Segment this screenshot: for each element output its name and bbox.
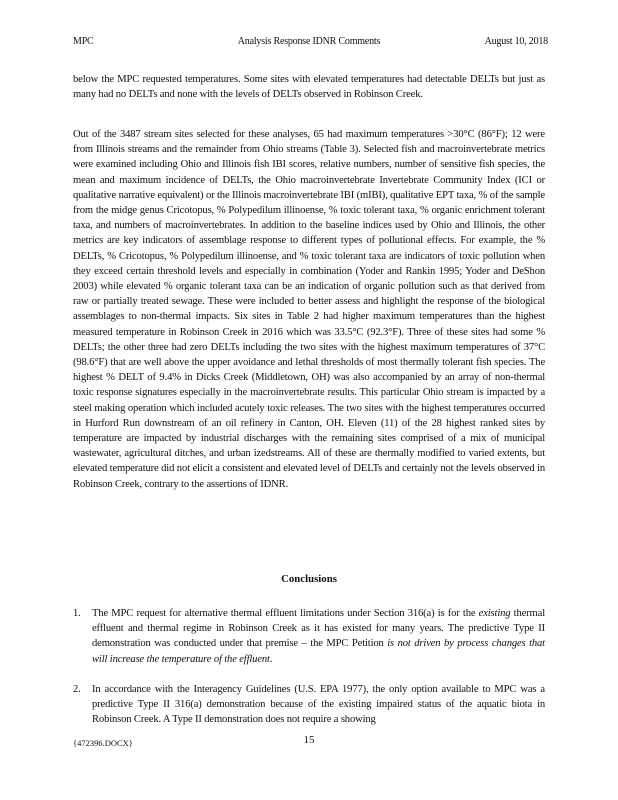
paragraph-2: Out of the 3487 stream sites selected for these analyses, 65 had maximum temperatures >30°C (86°F); 12 were from Illinois streams and the remainder from Ohio streams (Table 3). Selected fish and macroinvertebrate metrics were examined including Ohio and Illinois fish IBI scores, relative numbers, number of sensitive fish species, the mean and maximum incidence of DELTs, the Ohio macroinvertebrate Invertebrate Community Index (ICI or qualitative narrative equivalent) or the Illinois macroinvertebrate IBI (mIBI), qualitative EPT taxa, % of the sample from the midge genus Cricotopus, % Polypedilum illinoense, % toxic tolerant taxa, % organic enrichment tolerant taxa, and numbers of macroinvertebrates. In addition to the baseline indices used by Ohio and Illinois, the other metrics are key indicators of assemblage response to different types of pollutional effects. For example, the % DELTs, % Cricotopus, % Polypedilum illinoense, and % toxic tolerant taxa are indicators of toxic pollution when they exceed certain threshold levels and especially in combination (Yoder and Rankin 1995; Yoder and DeShon 2003) while elevated % organic tolerant taxa can be an indication of organic pollution such as that derived from raw or partially treated sewage. These were included to better assess and highlight the response of the biological assemblages to non-thermal impacts. Six sites in Table 2 had higher maximum temperatures than the highest measured temperature in Robinson Creek in 2016 which was 33.5°C (92.3°F). Three of these sites had some % DELTs; the other three had zero DELTs including the two sites with the highest maximum temperatures of 37°C (98.6°F) that are well above the upper avoidance and lethal thresholds of most thermally tolerant fish species. The highest % DELT of 9.4% in Dicks Creek (Middletown, OH) was also accompanied by an array of non-thermal toxic response signatures especially in the macroinvertebrate results. This particular Ohio stream is impacted by a steel making operation which included acutely toxic releases. The two sites with the highest temperatures occurred in Hurford Run downstream of an oil refinery in Canton, OH. Eleven (11) of the 28 highest ranked sites by temperature are impacted by industrial discharges with the remaining sites comprised of a mix of municipal wastewater, agricultural ditches, and urban izedstreams. All of these are thermally modified to varied extents, but elevated temperature did not elicit a consistent and elevated level of DELTs and certainly not the levels observed in Robinson Creek, contrary to the assertions of IDNR.: [73, 129, 545, 490]
list-item-text: In accordance with the Interagency Guidelines (U.S. EPA 1977), the only option available to MPC was a predictive Type II 316(a) demonstration because of the existing impaired status of the aquatic biota in Robinson Creek. A Type II demonstration does not require a showing: [92, 684, 545, 726]
list-item: [73, 682, 545, 728]
footer-doc-id: {472396.DOCX}: [73, 738, 133, 748]
list-item-number: 2.: [73, 684, 81, 695]
list-item: [73, 606, 545, 667]
header-left: MPC: [73, 36, 94, 47]
header-date: August 10, 2018: [484, 36, 548, 47]
header-title: Analysis Response IDNR Comments: [237, 36, 381, 47]
conclusions-heading: Conclusions: [281, 573, 337, 585]
list-item-number: 1.: [73, 608, 81, 619]
paragraph-1: below the MPC requested temperatures. Some sites with elevated temperatures had detectable DELTs but just as many had no DELTs and none with the levels of DELTs observed in Robinson Creek.: [73, 74, 545, 101]
page-number: 15: [303, 734, 315, 746]
list-item-text: The MPC request for alternative thermal effluent limitations under Section 316(a) is for the existing thermal effluent and thermal regime in Robinson Creek as it has existed for many years. The predictive Type II demonstration was conducted under that premise – the MPC Petition is not driven by process changes that will increase the temperature of the effluent.: [92, 608, 545, 665]
